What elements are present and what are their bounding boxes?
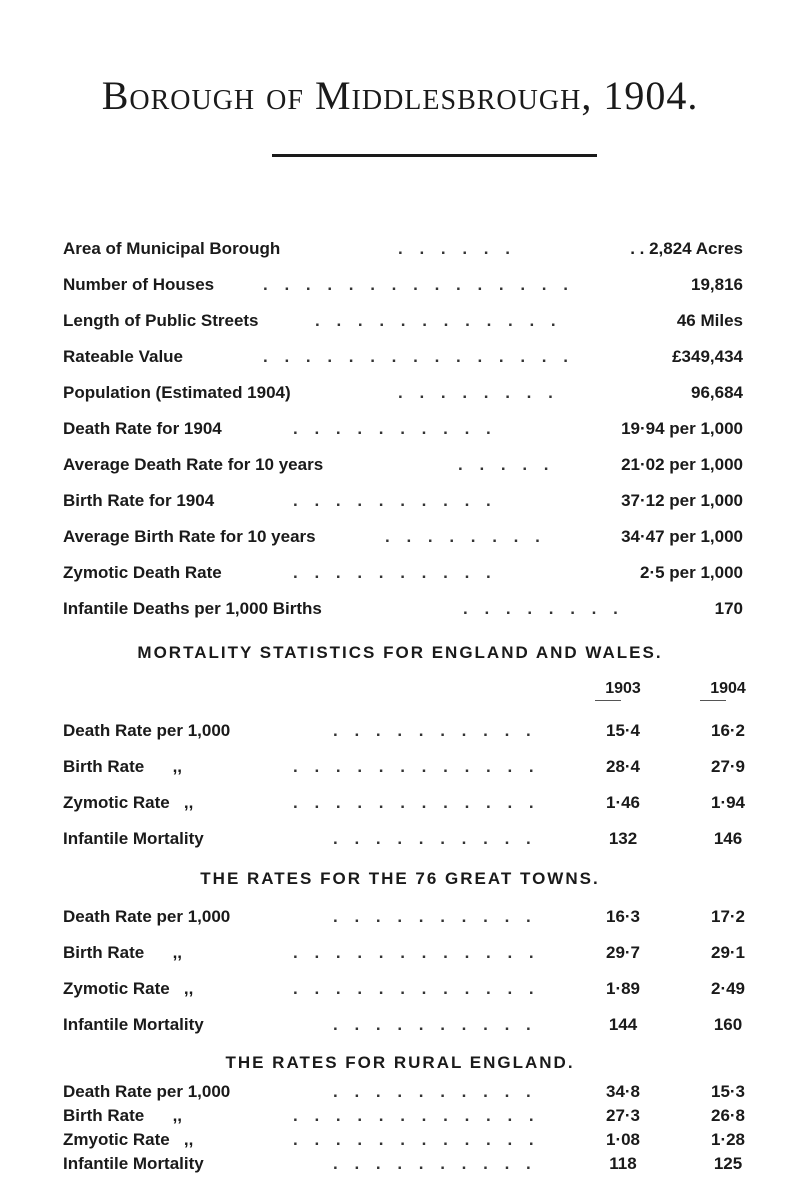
fact-row	[63, 488, 743, 514]
value-1904: 17·2	[710, 907, 746, 926]
year-underline	[595, 700, 621, 701]
fact-value: £349,434	[672, 347, 743, 366]
value-1903: 1·46	[605, 793, 641, 812]
fact-value: 96,684	[691, 383, 743, 402]
table-row	[63, 826, 743, 852]
year-header	[63, 676, 746, 702]
leader-dots: . . . . . . . . . . . . . . .	[263, 275, 574, 294]
leader-dots: . . . . . . . . . .	[333, 1015, 537, 1034]
value-1904: 1·94	[710, 793, 746, 812]
table-row	[63, 940, 746, 966]
fact-label: Number of Houses	[63, 275, 215, 294]
value-1904: 125	[713, 1154, 743, 1173]
fact-label: Rateable Value	[63, 347, 184, 366]
table-row	[63, 976, 746, 1002]
leader-dots: . . . . . . . . . . . . . . .	[263, 347, 574, 366]
fact-row	[63, 308, 743, 334]
fact-label: Death Rate for 1904	[63, 419, 222, 438]
fact-value: . . 2,824 Acres	[630, 239, 743, 258]
table-row	[63, 754, 746, 780]
value-1903: 16·3	[605, 907, 641, 926]
section-heading: THE RATES FOR RURAL ENGLAND.	[225, 1053, 575, 1072]
fact-label: Area of Municipal Borough	[63, 239, 281, 258]
title-part-3: , 1904.	[581, 73, 699, 118]
row-label: Zmyotic Rate ,,	[63, 1130, 194, 1149]
row-label: Infantile Mortality	[63, 1015, 204, 1034]
fact-value: 34·47 per 1,000	[621, 527, 743, 546]
value-1904: 27·9	[710, 757, 746, 776]
leader-dots: . . . . . . . .	[463, 599, 624, 618]
row-label: Zymotic Rate ,,	[63, 793, 194, 812]
value-1904: 16·2	[710, 721, 746, 740]
value-1903: 118	[609, 1154, 637, 1173]
leader-dots: . . . . . . . .	[398, 383, 559, 402]
fact-label: Zymotic Death Rate	[63, 563, 222, 582]
page-title	[0, 72, 800, 119]
leader-dots: . . . . . . . . . .	[333, 1082, 537, 1101]
value-1903: 28·4	[605, 757, 641, 776]
fact-row	[63, 344, 743, 370]
leader-dots: . . . . . . . . . . . .	[293, 793, 540, 812]
leader-dots: . . . . . . . . . .	[293, 491, 497, 510]
leader-dots: . . . . . . . . . . . .	[293, 943, 540, 962]
fact-row	[63, 596, 743, 622]
value-1903: 144	[608, 1015, 638, 1034]
value-1903: 1·89	[605, 979, 641, 998]
fact-value: 2·5 per 1,000	[639, 563, 743, 582]
table-row	[63, 1104, 746, 1128]
row-label: Death Rate per 1,000	[63, 1082, 231, 1101]
value-1904: 29·1	[710, 943, 746, 962]
leader-dots: . . . . . .	[398, 239, 516, 258]
table-row	[63, 904, 746, 930]
title-rule	[272, 154, 597, 157]
fact-label: Average Birth Rate for 10 years	[63, 527, 316, 546]
leader-dots: . . . . . . . . . .	[333, 1154, 537, 1173]
table-row	[63, 790, 746, 816]
table-row	[63, 718, 746, 744]
value-1904: 146	[713, 829, 743, 848]
row-label: Death Rate per 1,000	[63, 907, 231, 926]
section-heading: THE RATES FOR THE 76 GREAT TOWNS.	[200, 869, 600, 888]
fact-value: 37·12 per 1,000	[621, 491, 743, 510]
table-row	[63, 1128, 746, 1152]
row-label: Infantile Mortality	[63, 829, 204, 848]
leader-dots: . . . . . . . . . .	[333, 721, 537, 740]
leader-dots: . . . . . . . . . . . .	[293, 979, 540, 998]
value-1903: 15·4	[605, 721, 641, 740]
row-label: Death Rate per 1,000	[63, 721, 231, 740]
leader-dots: . . . . . . . .	[385, 527, 546, 546]
leader-dots: . . . . . . . . . .	[293, 563, 497, 582]
value-1904: 26·8	[710, 1106, 746, 1125]
row-label: Birth Rate ,,	[63, 1106, 183, 1125]
value-1904: 160	[713, 1015, 743, 1034]
fact-value: 19·94 per 1,000	[621, 419, 743, 438]
section-heading: MORTALITY STATISTICS FOR ENGLAND AND WALES.	[137, 643, 663, 662]
fact-row	[63, 560, 743, 586]
row-label: Birth Rate ,,	[63, 943, 183, 962]
fact-value: 19,816	[691, 275, 743, 294]
leader-dots: . . . . . . . . . . . .	[293, 1130, 540, 1149]
year-underline	[700, 700, 726, 701]
fact-label: Length of Public Streets	[63, 311, 259, 330]
row-label: Birth Rate ,,	[63, 757, 183, 776]
table-row	[63, 1152, 743, 1176]
fact-row	[63, 272, 743, 298]
leader-dots: . . . . . . . . . . . .	[293, 757, 540, 776]
fact-value: 21·02 per 1,000	[621, 455, 743, 474]
value-1904: 2·49	[710, 979, 746, 998]
fact-label: Population (Estimated 1904)	[63, 383, 291, 402]
title-part-1: Borough of	[101, 73, 315, 118]
row-label: Infantile Mortality	[63, 1154, 204, 1173]
leader-dots: . . . . . . . . . .	[333, 907, 537, 926]
fact-value: 46 Miles	[676, 311, 743, 330]
fact-value: 170	[714, 599, 743, 618]
value-1903: 132	[608, 829, 638, 848]
value-1904: 15·3	[710, 1082, 746, 1101]
year-1903: 1903	[605, 680, 641, 697]
leader-dots: . . . . . . . . . .	[333, 829, 537, 848]
leader-dots: . . . . .	[458, 455, 555, 474]
leader-dots: . . . . . . . . . .	[293, 419, 497, 438]
fact-row	[63, 416, 743, 442]
fact-label: Infantile Deaths per 1,000 Births	[63, 599, 322, 618]
table-row	[63, 1080, 746, 1104]
value-1903: 29·7	[605, 943, 641, 962]
fact-row	[63, 524, 743, 550]
fact-label: Average Death Rate for 10 years	[63, 455, 324, 474]
table-row	[63, 1012, 743, 1038]
fact-row	[63, 380, 743, 406]
row-label: Zymotic Rate ,,	[63, 979, 194, 998]
fact-row	[63, 452, 743, 478]
value-1903: 34·8	[605, 1082, 641, 1101]
fact-label: Birth Rate for 1904	[63, 491, 215, 510]
fact-row	[63, 236, 743, 262]
year-1904: 1904	[710, 680, 746, 697]
leader-dots: . . . . . . . . . . . .	[293, 1106, 540, 1125]
leader-dots: . . . . . . . . . . . .	[315, 311, 562, 330]
value-1903: 27·3	[605, 1106, 641, 1125]
title-part-2: Middlesbrough	[314, 73, 582, 118]
value-1903: 1·08	[605, 1130, 641, 1149]
value-1904: 1·28	[710, 1130, 746, 1149]
